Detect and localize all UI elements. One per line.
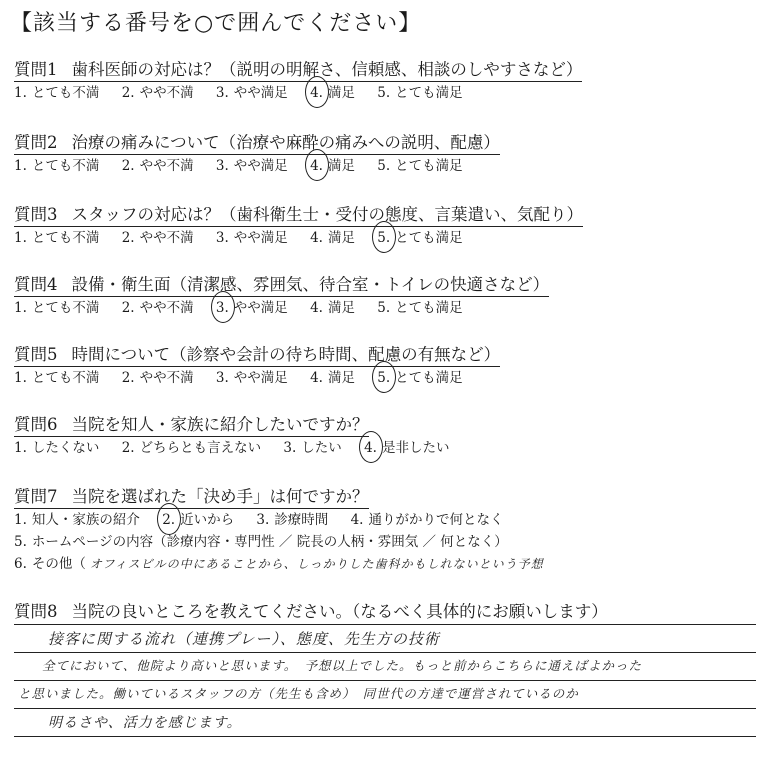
options-row xyxy=(14,82,762,104)
option-3[interactable]: 3. やや満足 xyxy=(215,230,288,246)
option-1[interactable]: 1. とても不満 xyxy=(14,370,100,386)
option-5[interactable]: 5. とても満足 xyxy=(377,85,463,101)
option-4[interactable]: 4. 満足 xyxy=(310,82,355,104)
options-row xyxy=(14,367,762,389)
question-2 xyxy=(14,133,762,177)
option-3[interactable]: 3. やや満足 xyxy=(216,297,288,319)
question-3 xyxy=(14,205,762,249)
question-title: 質問3 スタッフの対応は？（歯科衛生士・受付の態度、言葉遣い、気配り） xyxy=(14,205,583,227)
question-title: 質問7 当院を選ばれた「決め手」は何ですか？ xyxy=(14,487,369,509)
question-1 xyxy=(14,60,762,104)
question-title: 質問1 歯科医師の対応は？（説明の明解さ、信頼感、相談のしやすさなど） xyxy=(14,60,582,82)
options-row xyxy=(14,227,762,249)
writing-line xyxy=(14,680,756,681)
option-6[interactable]: 6. その他（ オフィスビルの中にあることから、しっかりした歯科かもしれないという予想 xyxy=(14,556,544,572)
options-row xyxy=(14,509,762,531)
option-1[interactable]: 1. とても不満 xyxy=(14,85,100,101)
writing-line xyxy=(14,708,756,709)
handwritten-other: オフィスビルの中にあることから、しっかりした歯科かもしれないという予想 xyxy=(89,557,544,571)
option-4[interactable]: 4. 満足 xyxy=(310,155,355,177)
option-2[interactable]: 2. 近いから xyxy=(162,509,234,531)
selection-circle xyxy=(372,361,396,393)
options-row xyxy=(14,297,762,319)
writing-line xyxy=(14,624,756,625)
selection-circle xyxy=(359,431,383,463)
question-title: 質問8 当院の良いところを教えてください。（なるべく具体的にお願いします） xyxy=(14,602,608,621)
option-5[interactable]: 5. とても満足 xyxy=(377,300,463,316)
page-header: 【該当する番号を○で囲んでください】 xyxy=(10,11,422,36)
option-2[interactable]: 2. やや不満 xyxy=(121,370,194,386)
selection-circle xyxy=(305,76,329,108)
writing-line xyxy=(14,736,756,737)
answer-line-1[interactable]: 接客に関する流れ（連携プレー）、態度、先生方の技術 xyxy=(48,630,440,648)
option-3[interactable]: 3. やや満足 xyxy=(215,370,288,386)
option-5[interactable]: 5. とても満足 xyxy=(377,158,463,174)
option-1[interactable]: 1. したくない xyxy=(14,440,100,456)
options-row xyxy=(14,437,762,459)
question-4 xyxy=(14,275,762,319)
options-row xyxy=(14,531,762,553)
option-3[interactable]: 3. やや満足 xyxy=(215,158,288,174)
question-8 xyxy=(14,602,762,623)
question-title: 質問5 時間について（診察や会計の待ち時間、配慮の有無など） xyxy=(14,345,500,367)
option-4[interactable]: 4. 通りがかりで何となく xyxy=(350,512,504,528)
option-5[interactable]: 5. とても満足 xyxy=(377,367,462,389)
option-2[interactable]: 2. やや不満 xyxy=(121,85,194,101)
answer-line-3[interactable]: と思いました。働いているスタッフの方（先生も含め） 同世代の方達で運営されているのか xyxy=(18,686,579,701)
selection-circle xyxy=(372,221,396,253)
options-row xyxy=(14,155,762,177)
writing-line xyxy=(14,652,756,653)
option-4[interactable]: 4. 満足 xyxy=(310,370,355,386)
option-3[interactable]: 3. やや満足 xyxy=(215,85,288,101)
option-2[interactable]: 2. やや不満 xyxy=(121,230,194,246)
option-4[interactable]: 4. 満足 xyxy=(310,230,355,246)
option-1[interactable]: 1. とても不満 xyxy=(14,230,100,246)
option-5[interactable]: 5. ホームページの内容（診療内容・専門性 ／ 院長の人柄・雰囲気 ／ 何となく） xyxy=(14,534,508,550)
option-3[interactable]: 3. 診療時間 xyxy=(256,512,329,528)
option-4[interactable]: 4. 満足 xyxy=(310,300,355,316)
question-5 xyxy=(14,345,762,389)
answer-line-4[interactable]: 明るさや、活力を感じます。 xyxy=(48,715,242,731)
option-5[interactable]: 5. とても満足 xyxy=(377,227,462,249)
option-4[interactable]: 4. 是非したい xyxy=(364,437,449,459)
answer-line-2[interactable]: 全てにおいて、他院より高いと思います。 予想以上でした。もっと前からこちらに通えばよかった xyxy=(42,658,643,673)
question-7 xyxy=(14,487,762,575)
question-title: 質問6 当院を知人・家族に紹介したいですか？ xyxy=(14,415,369,437)
option-2[interactable]: 2. やや不満 xyxy=(121,158,194,174)
option-3[interactable]: 3. したい xyxy=(283,440,342,456)
option-1[interactable]: 1. とても不満 xyxy=(14,300,100,316)
option-2[interactable]: 2. どちらとも言えない xyxy=(121,440,262,456)
option-1[interactable]: 1. とても不満 xyxy=(14,158,100,174)
options-row xyxy=(14,553,762,575)
question-6 xyxy=(14,415,762,459)
option-1[interactable]: 1. 知人・家族の紹介 xyxy=(14,512,140,528)
selection-circle xyxy=(305,149,329,181)
question-title: 質問4 設備・衛生面（清潔感、雰囲気、待合室・トイレの快適さなど） xyxy=(14,275,549,297)
selection-circle xyxy=(211,291,235,323)
question-title: 質問2 治療の痛みについて（治療や麻酔の痛みへの説明、配慮） xyxy=(14,133,500,155)
option-2[interactable]: 2. やや不満 xyxy=(121,300,194,316)
